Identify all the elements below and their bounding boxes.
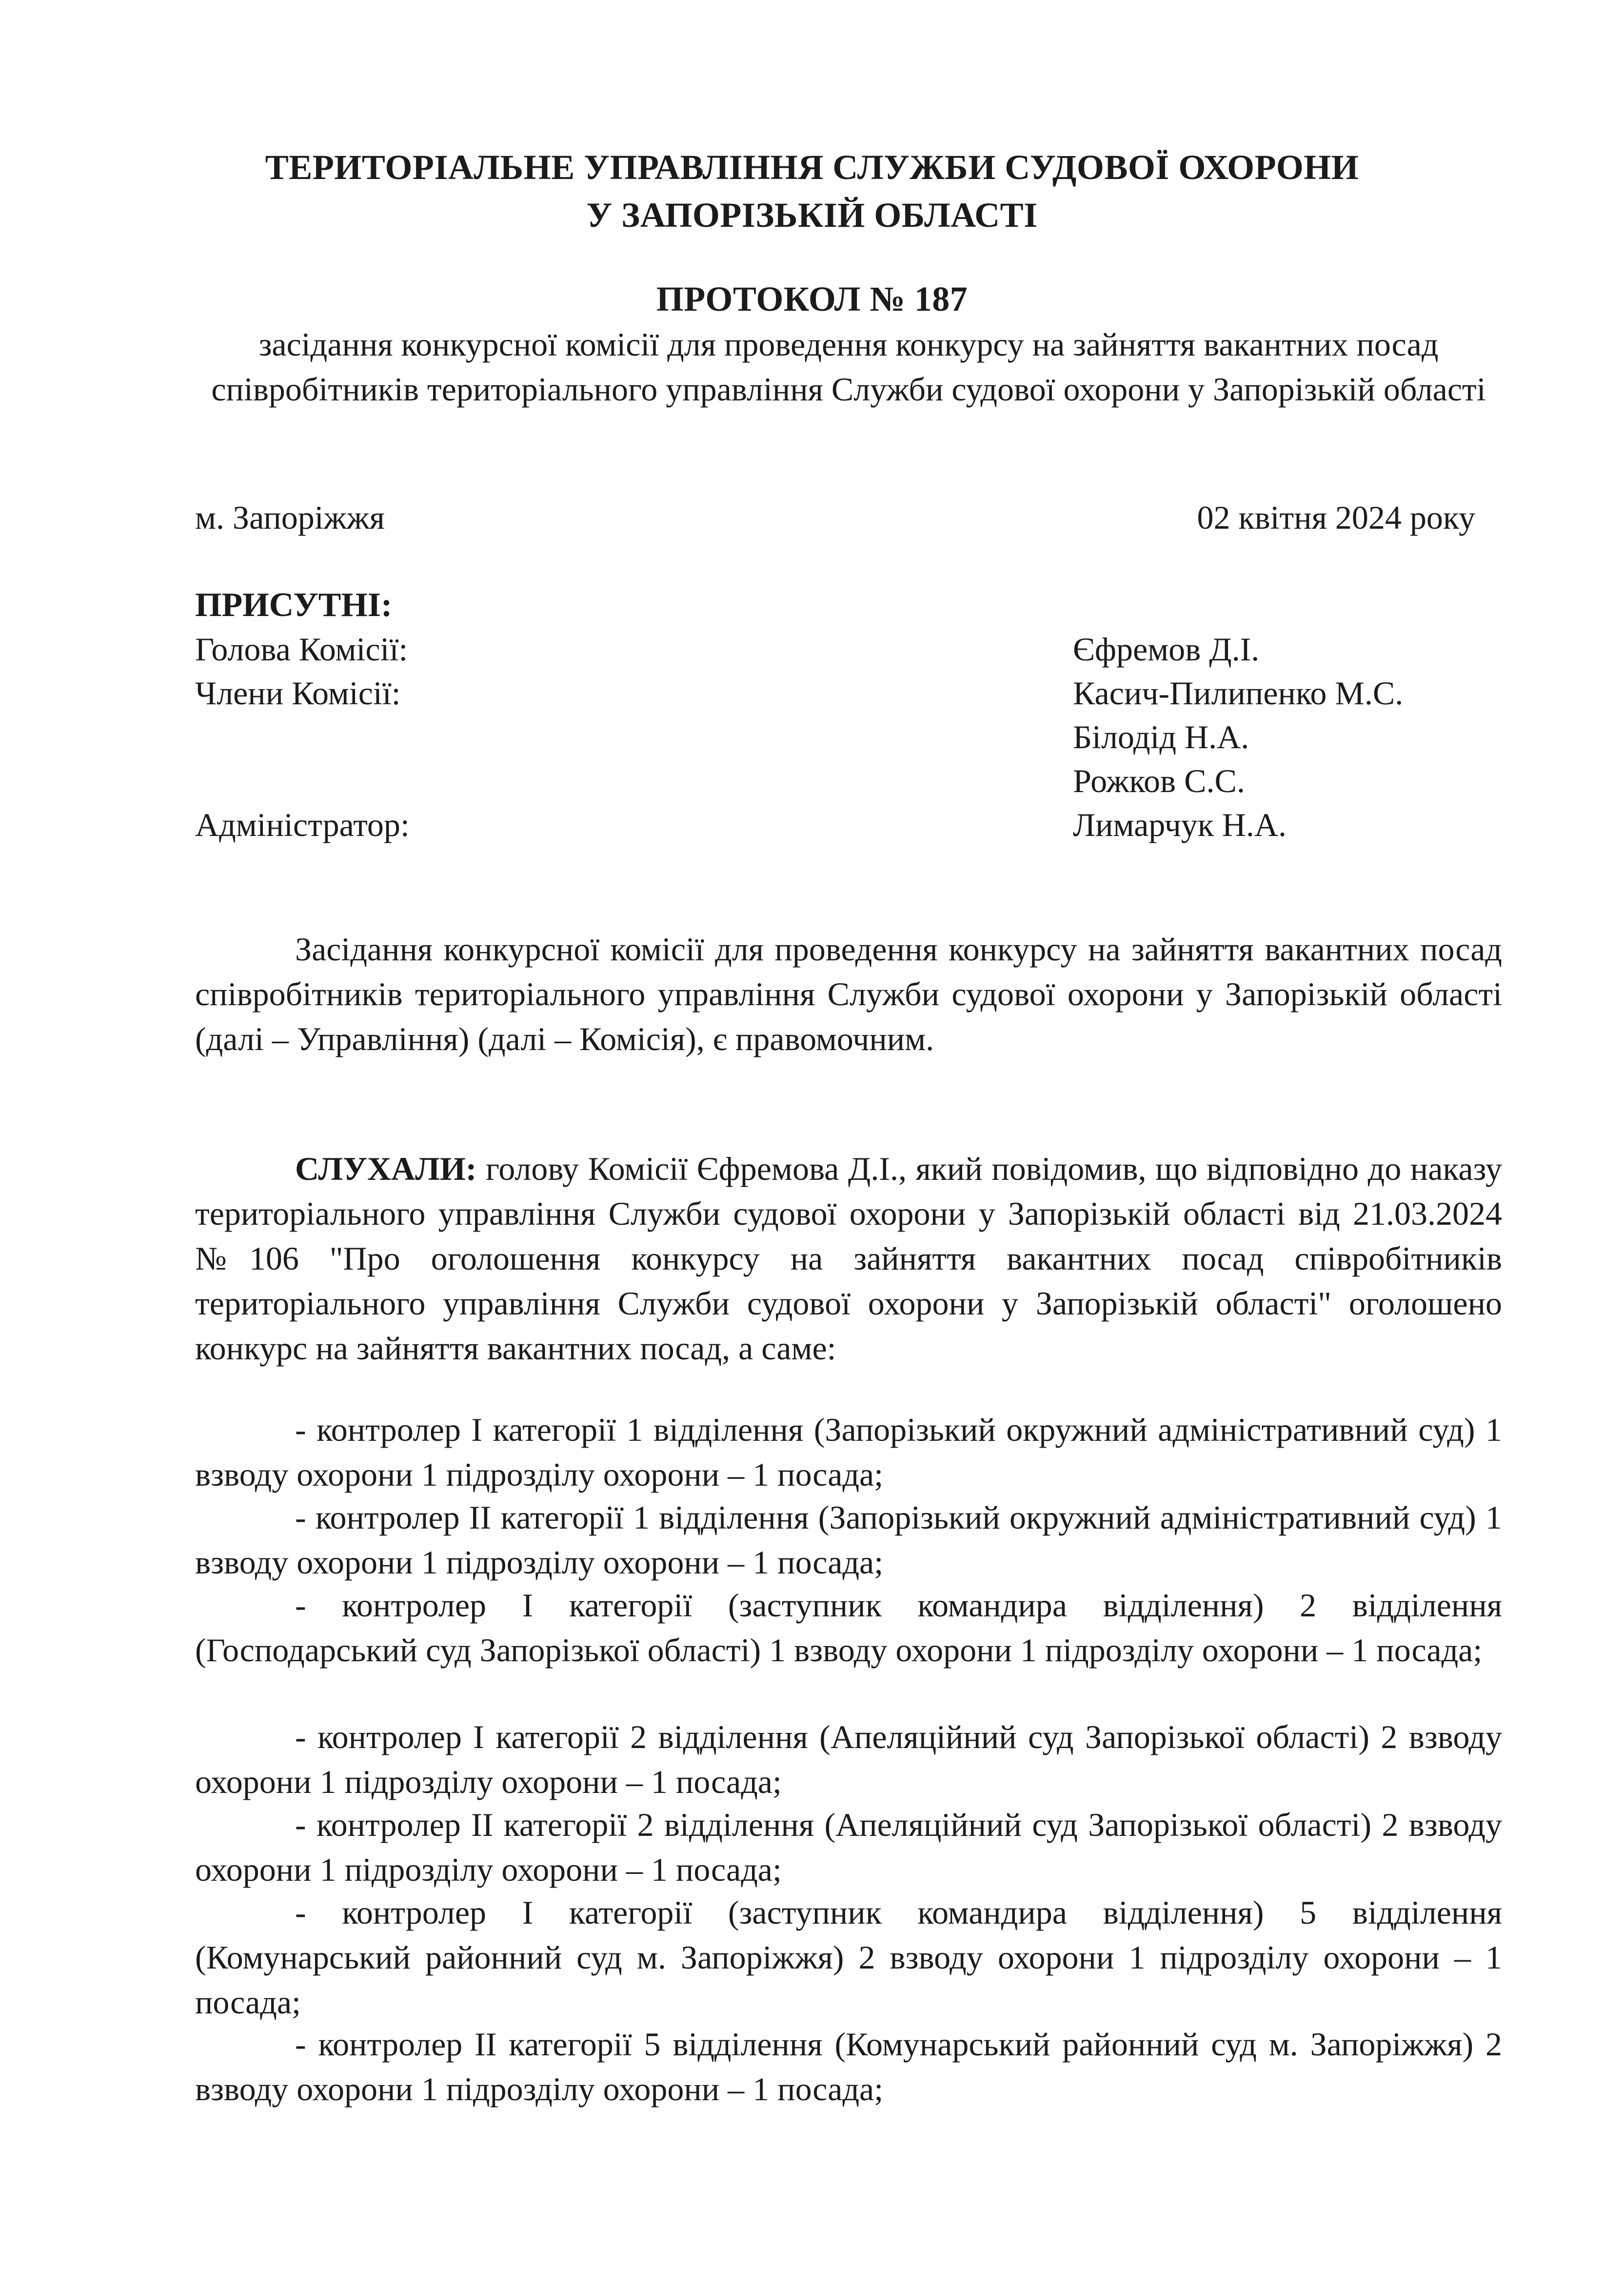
name-chair: Єфремов Д.І. (1073, 631, 1260, 668)
heard-label: СЛУХАЛИ: (295, 1150, 477, 1187)
protocol-subtitle: засідання конкурсної комісії для проведення конкурсу на зайняття вакантних посад співробітників територіального управління Служби судової охорони у Запорізькій області (211, 326, 1486, 408)
role-admin: Адміністратор: (195, 806, 410, 843)
name-admin: Лимарчук Н.А. (1073, 806, 1287, 843)
position-item: - контролер ІІ категорії 5 відділення (Комунарський районний суд м. Запоріжжя) 2 взводу охорони 1 підрозділу охорони – 1 посада; (195, 2026, 1502, 2108)
position-item: - контролер І категорії 1 відділення (Запорізький окружний адміністративний суд) 1 взводу охорони 1 підрозділу охорони – 1 посада; (195, 1411, 1502, 1493)
position-item: - контролер ІІ категорії 1 відділення (Запорізький окружний адміністративний суд) 1 взводу охорони 1 підрозділу охорони – 1 посада; (195, 1499, 1502, 1581)
protocol-title: ПРОТОКОЛ № 187 (656, 279, 968, 318)
place: м. Запоріжжя (195, 499, 385, 536)
name-member-1: Касич-Пилипенко М.С. (1073, 675, 1404, 712)
position-item: - контролер І категорії 2 відділення (Апеляційний суд Запорізької області) 2 взводу охорони 1 підрозділу охорони – 1 посада; (195, 1718, 1502, 1800)
quorum-paragraph: Засідання конкурсної комісії для проведення конкурсу на зайняття вакантних посад співробітників територіального управління Служби судової охорони у Запорізькій області (далі – Управління) (далі – Комісія), є правомочним. (195, 931, 1502, 1057)
role-members: Члени Комісії: (195, 675, 401, 712)
heard-text: голову Комісії Єфремова Д.І., який повідомив, що відповідно до наказу територіального управління Служби судової охорони у Запорізькій області від 21.03.2024 №106 "Про оголошення конкурсу на зайняття вакантних посад співробітників територіального управління Служби судової охорони у Запорізькій області" оголошено конкурс на зайняття вакантних посад, а саме: (195, 1150, 1502, 1367)
name-member-2: Білодід Н.А. (1073, 718, 1249, 756)
org-title-line-2: У ЗАПОРІЗЬКІЙ ОБЛАСТІ (586, 196, 1038, 235)
position-item: - контролер І категорії (заступник командира відділення) 2 відділення (Господарський суд Запорізької області) 1 взводу охорони 1 підрозділу охорони – 1 посада; (195, 1587, 1502, 1669)
present-heading: ПРИСУТНІ: (195, 586, 393, 624)
position-item: - контролер І категорії (заступник командира відділення) 5 відділення (Комунарський районний суд м. Запоріжжя) 2 взводу охорони 1 підрозділу охорони – 1 посада; (195, 1894, 1502, 2021)
org-title-line-1: ТЕРИТОРІАЛЬНЕ УПРАВЛІННЯ СЛУЖБИ СУДОВОЇ ОХОРОНИ (265, 148, 1359, 187)
position-item: - контролер ІІ категорії 2 відділення (Апеляційний суд Запорізької області) 2 взводу охорони 1 підрозділу охорони – 1 посада; (195, 1806, 1502, 1888)
role-chair: Голова Комісії: (195, 631, 408, 668)
heard-paragraph (195, 1146, 1502, 1371)
date: 02 квітня 2024 року (1197, 499, 1475, 536)
name-member-3: Рожков С.С. (1073, 762, 1245, 799)
